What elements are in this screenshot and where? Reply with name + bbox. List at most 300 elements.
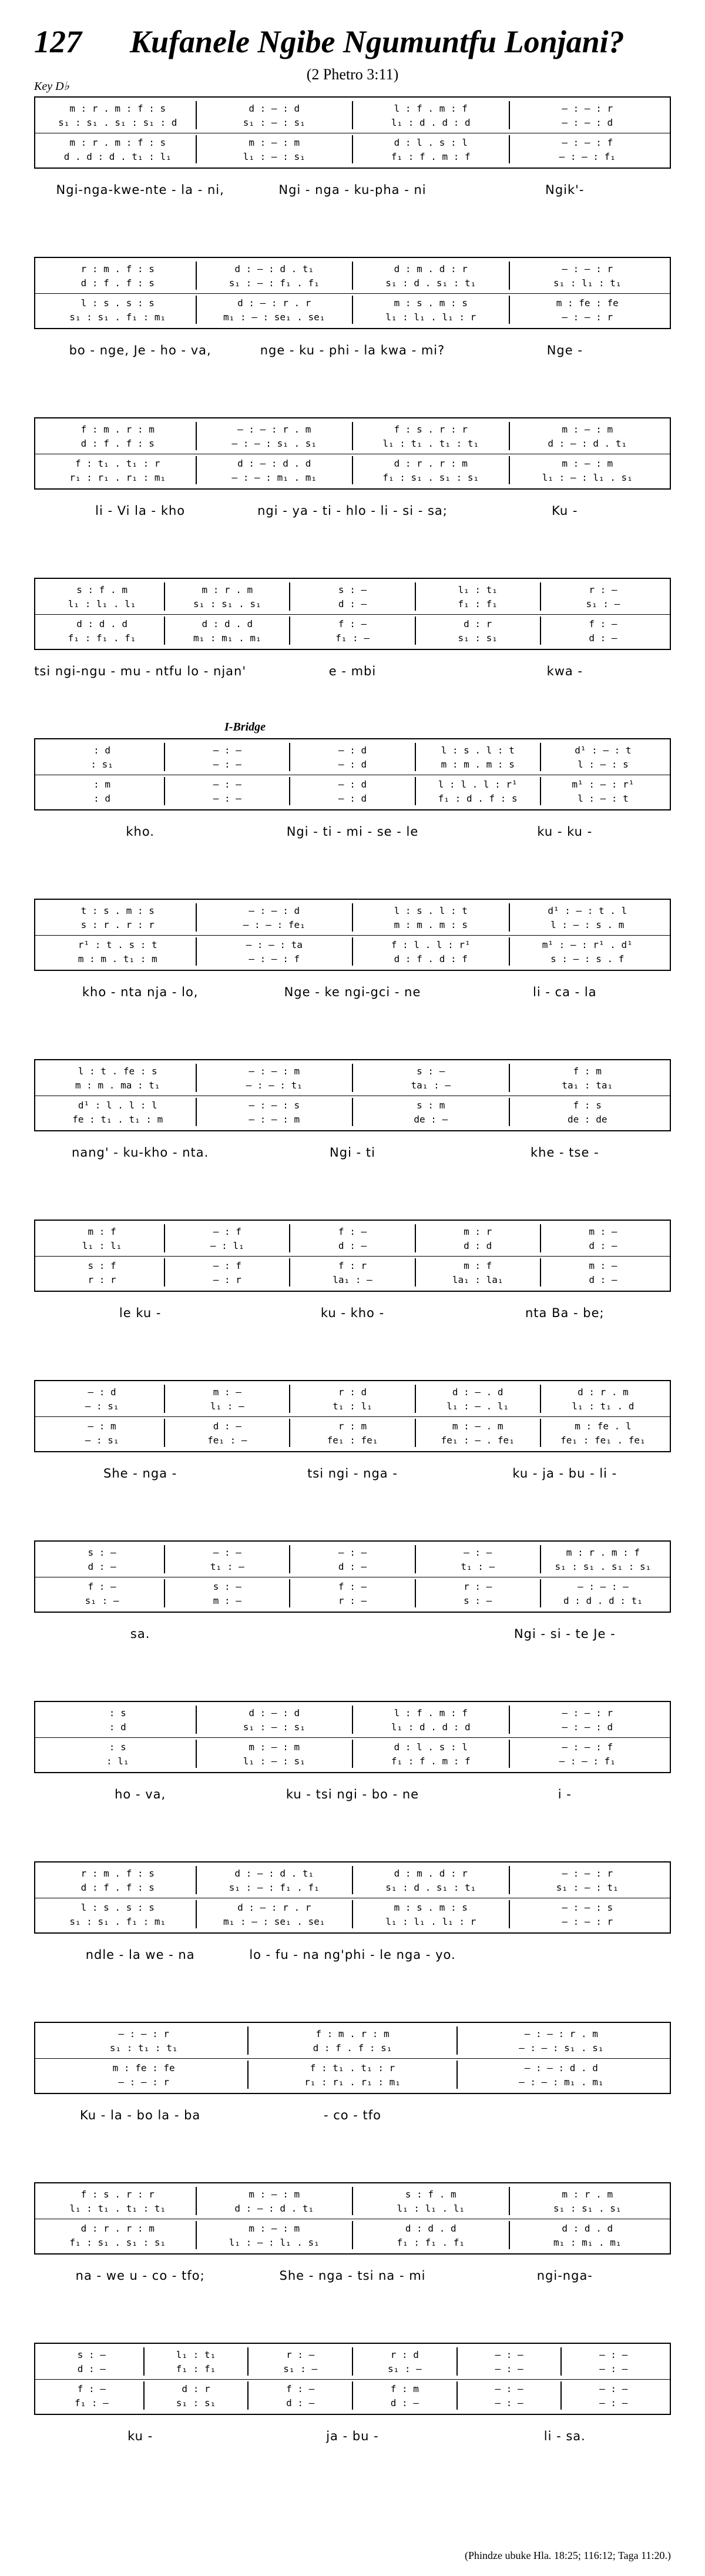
voice-line: [40, 2187, 665, 2201]
lyrics-line: [34, 2269, 671, 2292]
measure-notes: s : f: [88, 1259, 116, 1271]
voice-line: [40, 2221, 665, 2235]
voice-line: [40, 149, 665, 163]
measure-notes: r : m . f : s: [80, 1867, 155, 1879]
measure-notes: r : d: [352, 2347, 456, 2361]
measure-notes: l₁ : t₁ . t₁ : t₁: [69, 2202, 166, 2214]
hymn-title: Kufanele Ngibe Ngumuntfu Lonjani?: [130, 24, 625, 59]
measure-notes: d : —: [164, 1419, 289, 1433]
voice-line: [40, 757, 665, 771]
stave-divider: [35, 935, 670, 936]
measure-notes: d : — : d . t₁: [196, 1866, 352, 1880]
measure-notes: m : r: [415, 1224, 540, 1238]
measure-notes: l₁ : —: [164, 1399, 289, 1413]
measure-notes: : s: [109, 1707, 126, 1719]
measure-notes: f₁ : f₁ . f₁: [68, 632, 136, 644]
measure-notes: — : —: [560, 2381, 665, 2396]
measure-notes: d : r: [143, 2381, 248, 2396]
measure-notes: — : —: [560, 2347, 665, 2361]
measure-notes: s : m: [352, 1098, 509, 1112]
measure-notes: r : —: [289, 1593, 414, 1607]
voice-line: [40, 1098, 665, 1112]
measure-notes: s₁ : s₁ . f₁ : m₁: [69, 1915, 166, 1927]
measure-notes: r : r: [88, 1274, 116, 1285]
measure-notes: d : —: [289, 1559, 414, 1573]
measure-notes: — : —: [456, 2347, 561, 2361]
measure-notes: m : — : m: [196, 1740, 352, 1754]
measure-notes: s₁ : —: [352, 2361, 456, 2376]
voice-pair: [40, 101, 665, 129]
measure-notes: s₁ : s₁: [415, 631, 540, 645]
voice-line: [40, 582, 665, 597]
measure-notes: r₁ : r₁ . r₁ : m₁: [247, 2075, 456, 2089]
lyric-segment: Ngi - ti: [330, 1145, 375, 1160]
measure-notes: d : — : d . t₁: [196, 2201, 352, 2215]
measure-notes: — : — : ta: [196, 937, 352, 952]
lyric-segment: Ngi - ti - mi - se - le: [286, 825, 419, 839]
measure-notes: — : — : r: [509, 101, 666, 115]
voice-pair: [40, 1385, 665, 1413]
voice-line: [40, 2235, 665, 2249]
measure-notes: l₁ : t₁ . t₁ : t₁: [352, 436, 509, 450]
lyrics-line: [34, 343, 671, 367]
measure-notes: f : s: [509, 1098, 666, 1112]
measure-notes: r : m . f : s: [80, 263, 155, 274]
measure-notes: l₁ : l₁ . l₁ : r: [352, 1914, 509, 1928]
measure-notes: — : d: [88, 1386, 116, 1398]
voice-line: [40, 952, 665, 966]
stave-divider: [35, 2058, 670, 2059]
measure-notes: s₁ : — : f₁ . f₁: [196, 1880, 352, 1894]
scripture-reference: (2 Phetro 3:11): [306, 66, 399, 83]
measure-notes: m : —: [540, 1258, 665, 1272]
measure-notes: d : f . f : s: [80, 1881, 155, 1893]
voice-line: [40, 1078, 665, 1092]
lyrics-line: [34, 2429, 671, 2453]
lyric-segment: na - we u - co - tfo;: [75, 2269, 205, 2283]
lyric-segment: ja - bu -: [326, 2429, 379, 2443]
lyric-segment: She - nga - tsi na - mi: [279, 2269, 426, 2283]
voice-pair: [40, 262, 665, 290]
measure-notes: — : —: [164, 757, 289, 771]
measure-notes: d : d: [415, 1238, 540, 1252]
measure-notes: s : f . m: [352, 2187, 509, 2201]
voice-line: [40, 2396, 665, 2410]
music-system: [34, 1861, 671, 1971]
lyric-segment: Nge - ke ngi-gci - ne: [284, 985, 421, 999]
lyric-segment: li - ca - la: [532, 985, 597, 999]
measure-notes: f₁ : —: [74, 2397, 109, 2408]
measure-notes: r : —: [247, 2347, 352, 2361]
measure-notes: d : —: [540, 1238, 665, 1252]
measure-notes: f : r: [289, 1258, 414, 1272]
voice-line: [40, 1866, 665, 1880]
measure-notes: m : f: [88, 1225, 116, 1237]
measure-notes: f : t₁ . t₁ : r: [75, 457, 160, 469]
measure-notes: s : r . r : r: [80, 919, 155, 930]
voice-line: [40, 101, 665, 115]
measure-notes: l : — : t: [540, 791, 665, 805]
voice-line: [40, 1064, 665, 1078]
measure-notes: f : —: [247, 2381, 352, 2396]
lyric-segment: Ku -: [552, 504, 578, 518]
measure-notes: m¹ : — : r¹ . d¹: [509, 937, 666, 952]
voice-line: [40, 1914, 665, 1928]
voice-pair: [40, 1866, 665, 1894]
voice-pair: [40, 2221, 665, 2249]
measure-notes: fe₁ : —: [164, 1433, 289, 1447]
measure-notes: m : —: [164, 1385, 289, 1399]
measure-notes: f₁ : —: [289, 631, 414, 645]
measure-notes: d : —: [88, 1560, 116, 1572]
stave-box: [34, 417, 671, 490]
measure-notes: — : — : r . m: [196, 422, 352, 436]
measure-notes: r : d: [289, 1385, 414, 1399]
lyrics-line: [34, 1306, 671, 1329]
music-system: [34, 1059, 671, 1169]
measure-notes: t₁ : l₁: [289, 1399, 414, 1413]
voice-line: [40, 597, 665, 611]
measure-notes: d : d . d: [76, 618, 127, 629]
measure-notes: d : m . d : r: [352, 262, 509, 276]
measure-notes: f₁ : s₁ . s₁ : s₁: [352, 470, 509, 484]
measure-notes: s : — : s . f: [509, 952, 666, 966]
measure-notes: — : — : s₁ . s₁: [196, 436, 352, 450]
lyric-segment: sa.: [130, 1627, 150, 1641]
measure-notes: m : — . m: [415, 1419, 540, 1433]
lyric-segment: e - mbi: [328, 664, 377, 678]
voice-line: [40, 1385, 665, 1399]
lyric-segment: ndle - la we - na: [85, 1948, 195, 1962]
measure-notes: d : r . r : m: [80, 2222, 155, 2234]
voice-line: [40, 1579, 665, 1593]
measure-notes: s₁ : — : f₁ . f₁: [196, 276, 352, 290]
voice-line: [40, 937, 665, 952]
measure-notes: m : — : m: [509, 456, 666, 470]
lyric-segment: She - nga -: [103, 1466, 177, 1480]
measure-notes: : l₁: [106, 1755, 129, 1767]
voice-pair: [40, 2187, 665, 2215]
lyrics-line: [34, 1466, 671, 1490]
measure-notes: r¹ : t . s : t: [78, 939, 157, 950]
measure-notes: s : —: [77, 2349, 106, 2360]
measure-notes: m : — : m: [196, 2221, 352, 2235]
stave-divider: [35, 293, 670, 294]
measure-notes: d¹ : — : t: [540, 743, 665, 757]
measure-notes: d : — . d: [415, 1385, 540, 1399]
measure-notes: d : r: [415, 617, 540, 631]
lyric-segment: Ngik'-: [545, 183, 585, 197]
measure-notes: s₁ : d . s₁ : t₁: [352, 1880, 509, 1894]
measure-notes: — : — : d: [509, 1720, 666, 1734]
measure-notes: f : —: [540, 617, 665, 631]
voice-pair: [40, 1900, 665, 1928]
lyric-segment: kho.: [126, 825, 155, 839]
measure-notes: l : f . m : f: [352, 101, 509, 115]
voice-pair: [40, 2061, 665, 2089]
lyric-segment: bo - nge, Je - ho - va,: [69, 343, 212, 357]
measure-notes: — : f: [164, 1224, 289, 1238]
lyric-segment: lo - fu - na ng'phi - le nga - yo.: [249, 1948, 456, 1962]
measure-notes: d : r . m: [540, 1385, 665, 1399]
measure-notes: : s₁: [90, 758, 113, 770]
stave-box: [34, 2182, 671, 2255]
music-system: [34, 2022, 671, 2132]
measure-notes: t₁ : —: [164, 1559, 289, 1573]
voice-line: [40, 2075, 665, 2089]
stave-box: [34, 96, 671, 169]
voice-line: [40, 135, 665, 149]
voice-line: [40, 631, 665, 645]
measure-notes: d : d . d: [509, 2221, 666, 2235]
voice-line: [40, 903, 665, 917]
measure-notes: d : f . f : s₁: [247, 2041, 456, 2055]
measure-notes: — : — : s: [509, 1900, 666, 1914]
measure-notes: — : — : f: [509, 135, 666, 149]
measure-notes: d : f . f : s: [80, 437, 155, 449]
measure-notes: l : — : s . m: [509, 917, 666, 932]
voice-line: [40, 296, 665, 310]
measure-notes: s₁ : s₁ . s₁ : s₁: [540, 1559, 665, 1573]
lyrics-line: [34, 1627, 671, 1650]
measure-notes: f : m . r : m: [247, 2026, 456, 2041]
voice-pair: [40, 456, 665, 484]
lyrics-line: [34, 183, 671, 206]
measure-notes: — : — : r: [118, 2028, 170, 2039]
measure-notes: t : s . m : s: [80, 905, 155, 916]
measure-notes: l : — : s: [540, 757, 665, 771]
measure-notes: d : —: [540, 631, 665, 645]
measure-notes: m₁ : m₁ . m₁: [164, 631, 289, 645]
measure-notes: d : l . s : l: [352, 135, 509, 149]
measure-notes: s₁ : s₁: [143, 2396, 248, 2410]
measure-notes: — : — : fe₁: [196, 917, 352, 932]
lyric-segment: Ngi-nga-kwe-nte - la - ni,: [56, 183, 224, 197]
measure-notes: m₁ : — : se₁ . se₁: [196, 310, 352, 324]
lyric-segment: li - Vi la - kho: [95, 504, 186, 518]
measure-notes: — : — : r: [509, 310, 666, 324]
voice-pair: [40, 1706, 665, 1734]
measure-notes: s₁ : d . s₁ : t₁: [352, 276, 509, 290]
measure-notes: l : s . l : t: [415, 743, 540, 757]
measure-notes: l₁ : — . l₁: [415, 1399, 540, 1413]
measure-notes: m : m . t₁ : m: [78, 953, 157, 964]
measure-notes: f : m . r : m: [80, 423, 155, 435]
measure-notes: — : f: [164, 1258, 289, 1272]
lyric-segment: ku - tsi ngi - bo - ne: [286, 1787, 419, 1801]
voice-line: [40, 2026, 665, 2041]
measure-notes: s : f . m: [76, 584, 127, 595]
lyric-segment: ngi - ya - ti - hlo - li - si - sa;: [257, 504, 448, 518]
measure-notes: — : — : s: [196, 1098, 352, 1112]
measure-notes: f : —: [289, 1579, 414, 1593]
measure-notes: fe₁ : fe₁ . fe₁: [540, 1433, 665, 1447]
music-system: [34, 1701, 671, 1811]
measure-notes: d : —: [352, 2396, 456, 2410]
lyric-segment: tsi ngi - nga -: [307, 1466, 398, 1480]
measure-notes: s₁ : —: [247, 2361, 352, 2376]
voice-pair: [40, 903, 665, 932]
stave-box: [34, 1701, 671, 1773]
measure-notes: m : s . m : s: [352, 296, 509, 310]
measure-notes: m : fe : fe: [509, 296, 666, 310]
measure-notes: d : — : r . r: [196, 1900, 352, 1914]
voice-line: [40, 1593, 665, 1607]
measure-notes: — : — : f: [509, 1740, 666, 1754]
measure-notes: d¹ : — : t . l: [509, 903, 666, 917]
measure-notes: de : de: [509, 1112, 666, 1126]
voice-line: [40, 1720, 665, 1734]
measure-notes: — : — : r: [118, 2076, 170, 2088]
measure-notes: — : — : r: [509, 262, 666, 276]
lyric-segment: i -: [558, 1787, 572, 1801]
measure-notes: m : m . m : s: [352, 917, 509, 932]
measure-notes: s : —: [88, 1546, 116, 1558]
voice-pair: [40, 1579, 665, 1607]
measure-notes: — : d: [289, 791, 414, 805]
measure-notes: l₁ : d . d : d: [352, 1720, 509, 1734]
lyric-segment: ho - va,: [115, 1787, 166, 1801]
lyric-segment: ngi-nga-: [536, 2269, 593, 2283]
measure-notes: — : —: [164, 777, 289, 791]
stave-box: [34, 899, 671, 971]
voice-line: [40, 1754, 665, 1768]
measure-notes: l₁ : l₁ . l₁ : r: [352, 310, 509, 324]
footnote: (Phindze ubuke Hla. 18:25; 116:12; Taga 11:20.): [464, 2550, 671, 2561]
measure-notes: d : f . d : f: [352, 952, 509, 966]
measure-notes: la₁ : la₁: [415, 1272, 540, 1287]
measure-notes: f₁ : f . m : f: [352, 1754, 509, 1768]
measure-notes: f : s . r : r: [80, 2188, 155, 2200]
measure-notes: l₁ : d . d : d: [352, 115, 509, 129]
measure-notes: l₁ : l₁ . l₁: [68, 598, 136, 609]
voice-pair: [40, 1740, 665, 1768]
lyric-segment: kho - nta nja - lo,: [82, 985, 199, 999]
measure-notes: d : — : d: [196, 101, 352, 115]
lyric-segment: ku - kho -: [320, 1306, 385, 1320]
measure-notes: t₁ : —: [415, 1559, 540, 1573]
lyric-segment: le ku -: [119, 1306, 162, 1320]
lyric-segment: ku - ja - bu - li -: [512, 1466, 617, 1480]
voice-line: [40, 1559, 665, 1573]
measure-notes: — : —: [164, 791, 289, 805]
voice-pair: [40, 1224, 665, 1252]
measure-notes: f : l . l : r¹: [352, 937, 509, 952]
stave-box: [34, 257, 671, 329]
measure-notes: m : m . ma : t₁: [75, 1079, 160, 1091]
lyric-segment: nge - ku - phi - la kwa - mi?: [260, 343, 445, 357]
music-system: [34, 1540, 671, 1650]
lyric-segment: khe - tse -: [530, 1145, 599, 1160]
lyric-segment: Nge -: [546, 343, 583, 357]
measure-notes: — : —: [456, 2361, 561, 2376]
voice-line: [40, 2381, 665, 2396]
lyric-segment: Ngi - nga - ku-pha - ni: [278, 183, 427, 197]
voice-line: [40, 2041, 665, 2055]
hymn-header: [34, 24, 671, 93]
voice-pair: [40, 1545, 665, 1573]
stave-box: [34, 1861, 671, 1934]
voice-line: [40, 1706, 665, 1720]
measure-notes: m : s . m : s: [352, 1900, 509, 1914]
measure-notes: s₁ : s₁ . f₁ : m₁: [69, 311, 166, 323]
measure-notes: s₁ : —: [540, 597, 665, 611]
stave-divider: [35, 1416, 670, 1417]
measure-notes: — : — : d: [509, 115, 666, 129]
measure-notes: l₁ : — : l₁ . s₁: [196, 2235, 352, 2249]
voice-pair: [40, 2381, 665, 2410]
measure-notes: f : m: [352, 2381, 456, 2396]
measure-notes: ta₁ : —: [352, 1078, 509, 1092]
measure-notes: r : —: [415, 1579, 540, 1593]
measure-notes: m : r . m : f : s: [69, 102, 166, 114]
music-system: [34, 899, 671, 1009]
measure-notes: — : — : s₁ . s₁: [456, 2041, 665, 2055]
voice-line: [40, 276, 665, 290]
measure-notes: — : —: [415, 1545, 540, 1559]
voice-pair: [40, 617, 665, 645]
voice-pair: [40, 1419, 665, 1447]
lyrics-line: [34, 1787, 671, 1811]
measure-notes: m₁ : m₁ . m₁: [509, 2235, 666, 2249]
stave-divider: [35, 2379, 670, 2380]
lyric-segment: Ku - la - bo la - ba: [80, 2108, 201, 2122]
measure-notes: m : —: [164, 1593, 289, 1607]
measure-notes: s₁ : l₁ : t₁: [509, 276, 666, 290]
lyrics-line: [34, 2108, 671, 2132]
measure-notes: m : fe . l: [540, 1419, 665, 1433]
voice-pair: [40, 777, 665, 805]
measure-notes: — : — : d: [196, 903, 352, 917]
measure-notes: d : —: [289, 597, 414, 611]
measure-notes: — : — : m: [196, 1112, 352, 1126]
measure-notes: s : —: [415, 1593, 540, 1607]
music-system: [34, 1220, 671, 1329]
music-system: [34, 2343, 671, 2453]
music-system: [34, 2182, 671, 2292]
measure-notes: — : —: [289, 1545, 414, 1559]
measure-notes: d : d . d : t₁: [540, 1593, 665, 1607]
measure-notes: m : r . m: [164, 582, 289, 597]
measure-notes: m : r . m : f: [540, 1545, 665, 1559]
measure-notes: — : —: [164, 1545, 289, 1559]
measure-notes: — : —: [560, 2361, 665, 2376]
stave-divider: [35, 1737, 670, 1738]
measure-notes: d : — : d . t₁: [509, 436, 666, 450]
voice-pair: [40, 2026, 665, 2055]
measure-notes: — : — : r: [509, 1706, 666, 1720]
voice-line: [40, 436, 665, 450]
measure-notes: ta₁ : ta₁: [509, 1078, 666, 1092]
measure-notes: — : r: [164, 1272, 289, 1287]
voice-line: [40, 470, 665, 484]
measure-notes: l : s . s : s: [80, 1901, 155, 1913]
measure-notes: : d: [109, 1721, 126, 1733]
measure-notes: l₁ : l₁: [82, 1240, 122, 1251]
voice-line: [40, 1272, 665, 1287]
measure-notes: l : t . fe : s: [78, 1065, 157, 1077]
measure-notes: : d: [93, 744, 111, 756]
measure-notes: d : — : d . d: [196, 456, 352, 470]
measure-notes: d : d . d: [352, 2221, 509, 2235]
stave-divider: [35, 1256, 670, 1257]
voice-line: [40, 1900, 665, 1914]
voice-line: [40, 1740, 665, 1754]
voice-line: [40, 1224, 665, 1238]
music-system: [34, 257, 671, 367]
measure-notes: — : — : —: [540, 1579, 665, 1593]
measure-notes: f : —: [88, 1580, 116, 1592]
